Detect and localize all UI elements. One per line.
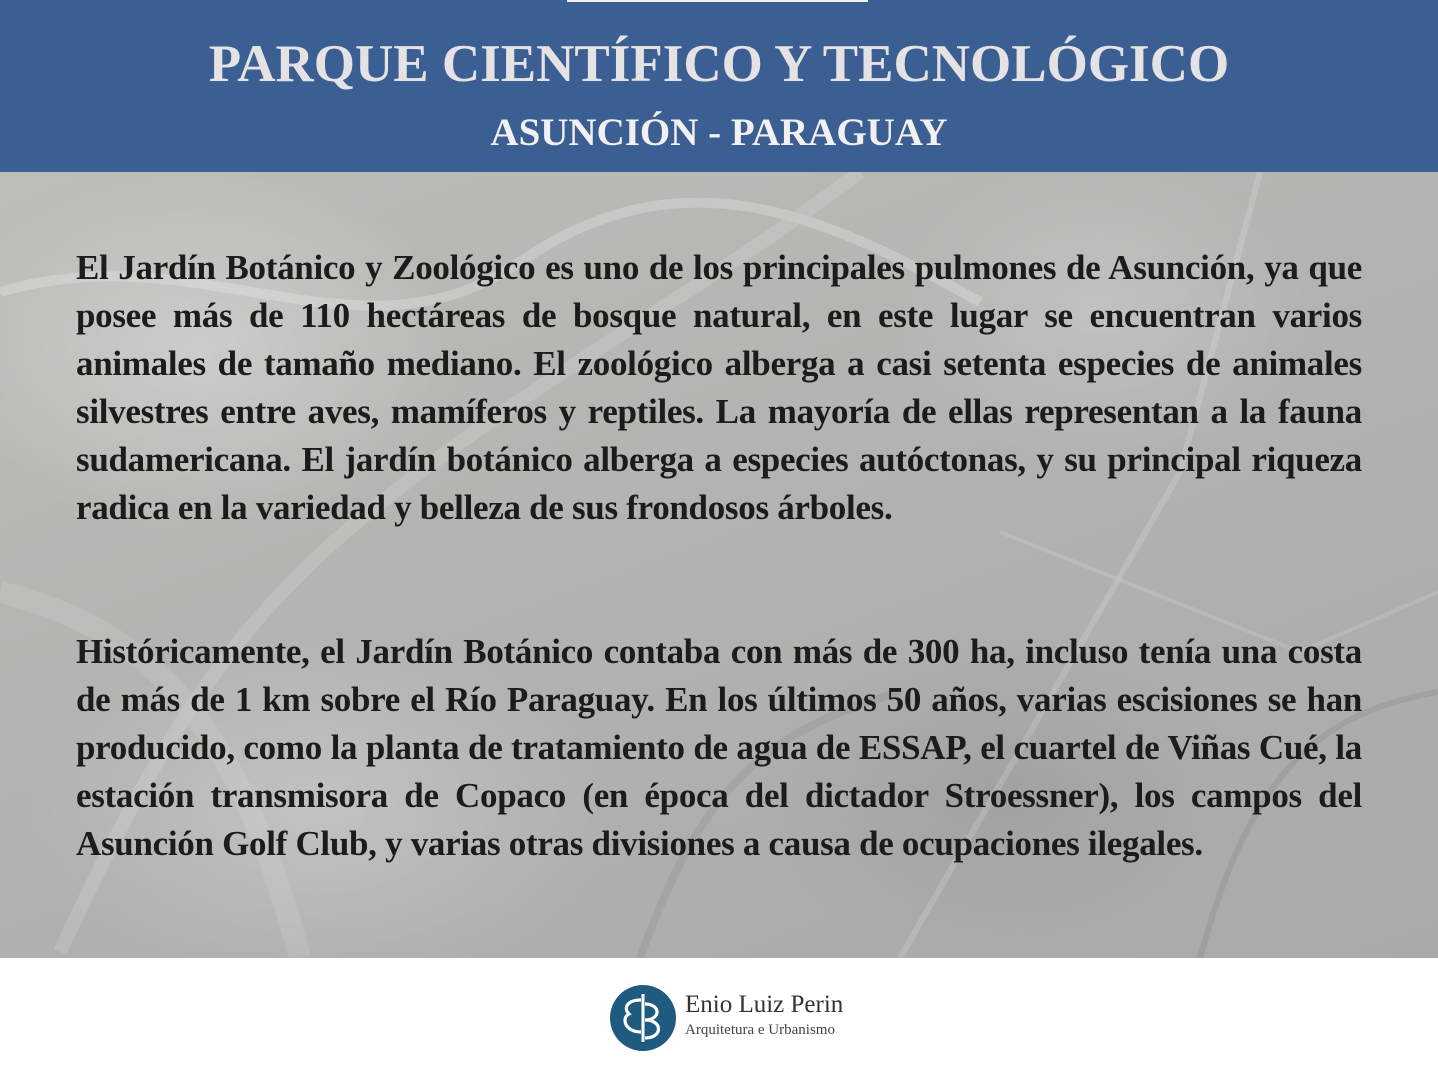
elp-monogram-icon bbox=[609, 984, 677, 1052]
logo-name: Enio Luiz Perin bbox=[685, 991, 844, 1018]
header-top-rule bbox=[567, 0, 868, 2]
paragraph-zoo-garden: El Jardín Botánico y Zoológico es uno de los principales pulmones de Asunción, ya que posee más de 110 hectáreas de bosque natural, en este lugar se encuentran varios animales de tamaño mediano. El zoológico alberga a casi setenta especies de animales silvestres entre aves, mamíferos y reptiles. La mayoría de ellas representan a la fauna sudamericana. El jardín botánico alberga a especies autóctonas, y su principal riqueza radica en la variedad y belleza de sus frondosos árboles. bbox=[76, 248, 1362, 527]
page-subtitle: ASUNCIÓN - PARAGUAY bbox=[490, 111, 948, 154]
header-banner bbox=[0, 0, 1438, 172]
footer bbox=[0, 958, 1438, 1079]
paragraph-history: Históricamente, el Jardín Botánico contaba con más de 300 ha, incluso tenía una costa de más de 1 km sobre el Río Paraguay. En los últimos 50 años, varias escisiones se han producido, como la planta de tratamiento de agua de ESSAP, el cuartel de Viñas Cué, la estación transmisora de Copaco (en época del dictador Stroessner), los campos del Asunción Golf Club, y varias otras divisiones a causa de ocupaciones ilegales. bbox=[76, 632, 1362, 863]
page-title: PARQUE CIENTÍFICO Y TECNOLÓGICO bbox=[208, 35, 1230, 93]
logo-tagline: Arquitetura e Urbanismo bbox=[685, 1022, 835, 1038]
content-area bbox=[0, 172, 1438, 958]
